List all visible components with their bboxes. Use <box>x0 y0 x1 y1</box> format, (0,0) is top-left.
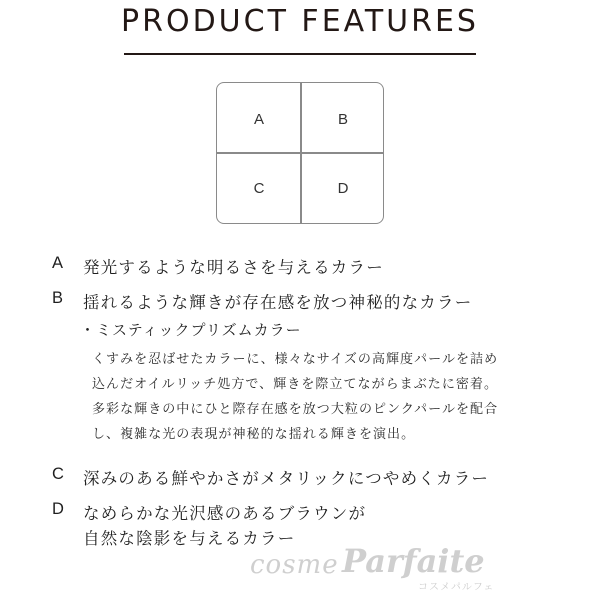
feature-d-text-line-1: なめらかな光沢感のあるブラウンが <box>83 504 367 523</box>
watermark <box>250 540 530 593</box>
technology-body-line-1: くすみを忍ばせたカラーに、様々なサイズの高輝度パールを詰め <box>92 352 499 367</box>
palette-cell-b: B <box>337 111 348 128</box>
feature-d-text-line-2: 自然な陰影を与えるカラー <box>83 529 296 548</box>
feature-b-letter: B <box>52 289 64 307</box>
page-title: PRODUCT FEATURES <box>121 4 479 39</box>
feature-a-letter: A <box>52 254 64 272</box>
watermark-kana: コスメパルフェ <box>418 582 495 593</box>
technology-body-line-3: 多彩な輝きの中にひと際存在感を放つ大粒のピンクパールを配合 <box>92 402 499 417</box>
palette-cell-d: D <box>337 180 349 197</box>
technology-body-line-2: 込んだオイルリッチ処方で、輝きを際立てながらまぶたに密着。 <box>92 377 499 392</box>
feature-c-text: 深みのある鮮やかさがメタリックにつやめくカラー <box>83 469 490 488</box>
palette-cell-a: A <box>253 111 264 128</box>
title-underline <box>124 53 476 55</box>
palette-divider-horizontal <box>217 152 383 154</box>
feature-c-letter: C <box>52 465 64 483</box>
watermark-cosme: cosme <box>250 550 339 580</box>
technology-heading: ・ミスティックプリズムカラー <box>80 321 302 339</box>
feature-d-letter: D <box>52 500 64 518</box>
watermark-parfaite: Parfaite <box>342 542 485 580</box>
technology-body-line-4: し、複雑な光の表現が神秘的な揺れる輝きを演出。 <box>92 427 416 442</box>
feature-b-text: 揺れるような輝きが存在感を放つ神秘的なカラー <box>83 293 473 312</box>
feature-a-text: 発光するような明るさを与えるカラー <box>83 258 384 277</box>
palette-cell-c: C <box>253 180 265 197</box>
palette-diagram <box>216 82 384 224</box>
